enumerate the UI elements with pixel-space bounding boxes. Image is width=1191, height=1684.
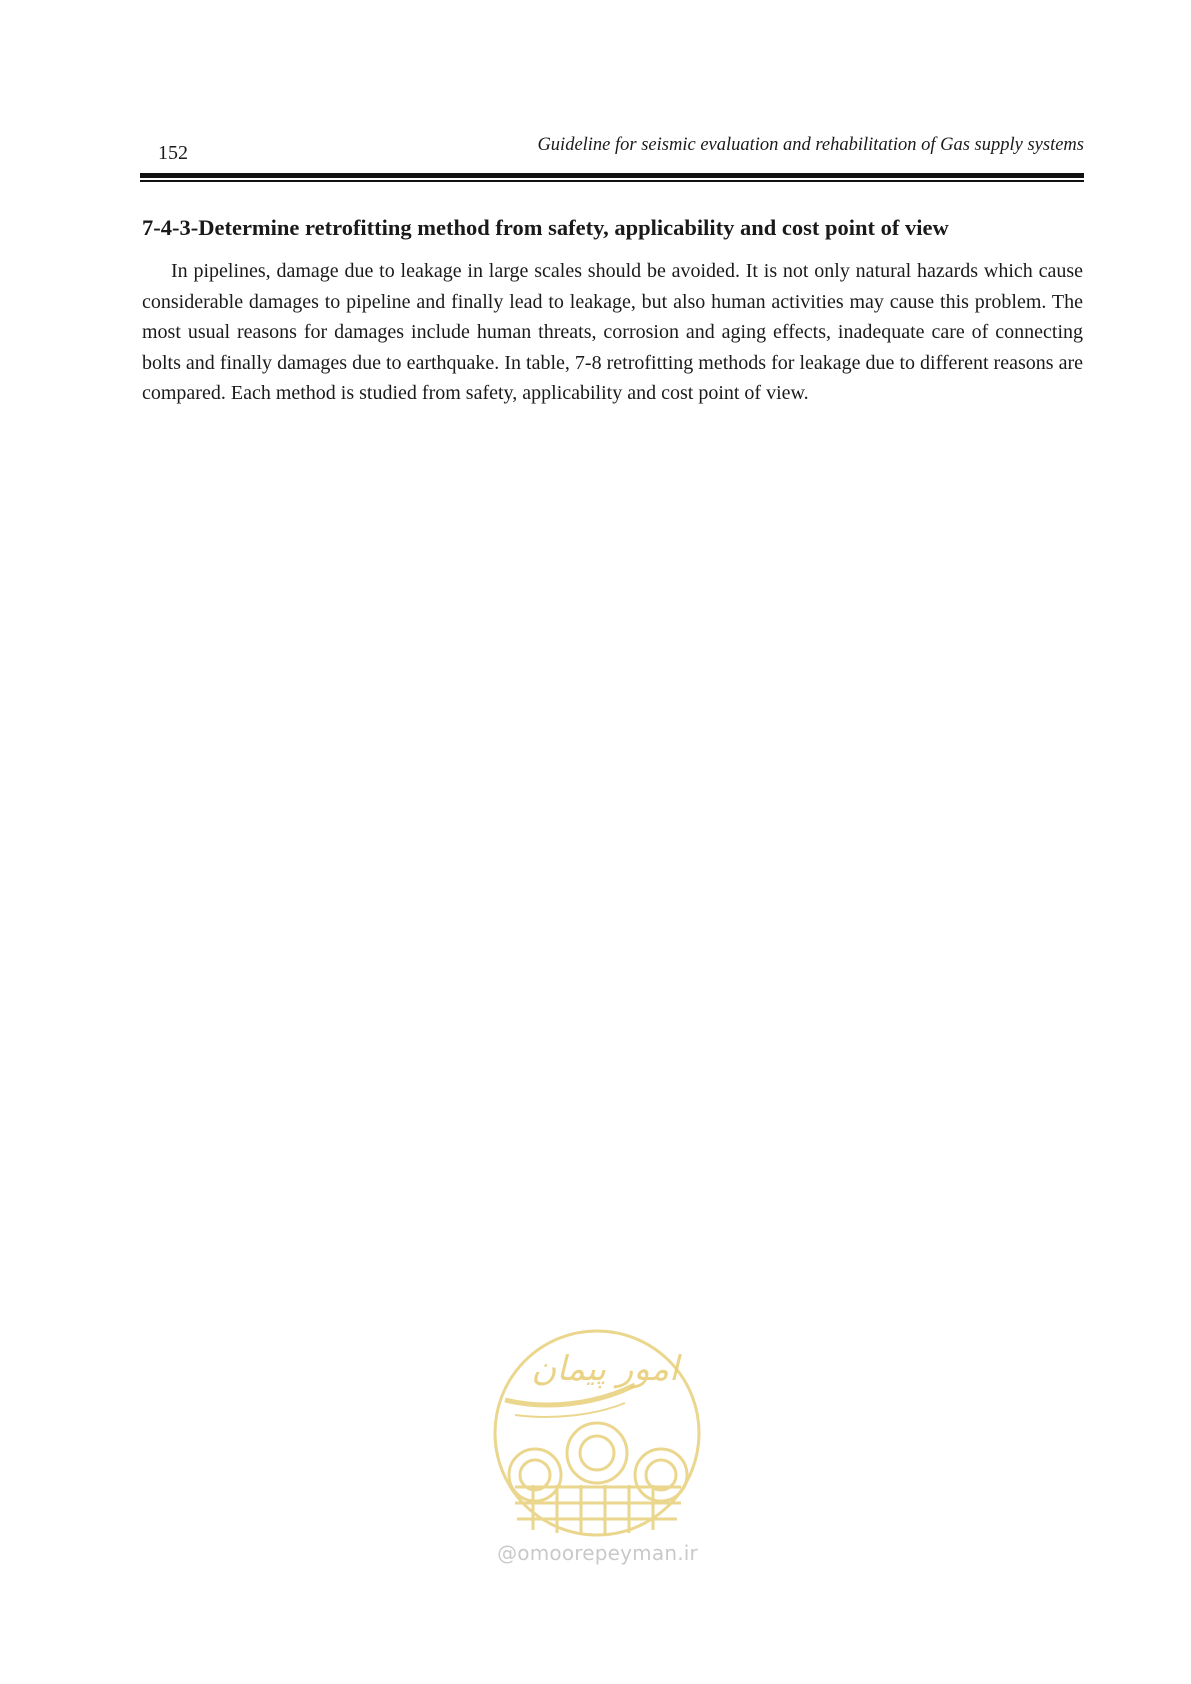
- watermark-script-text: امور پیمان: [531, 1349, 679, 1389]
- watermark-site-text: @omoorepeyman.ir: [497, 1541, 698, 1565]
- section-heading: 7-4-3-Determine retrofitting method from safety, applicability and cost point of view: [142, 215, 949, 240]
- running-title: Guideline for seismic evaluation and rehabilitation of Gas supply systems: [537, 135, 1084, 155]
- page-number: 152: [158, 142, 188, 164]
- body-paragraph: In pipelines, damage due to leakage in large scales should be avoided. It is not only natural hazards which cause considerable damages to pipeline and finally lead to leakage, but also human activities may cause this problem. The most usual reasons for damages include human threats, corrosion and aging effects, inadequate care of connecting bolts and finally damages due to earthquake. In table, 7-8 retrofitting methods for leakage due to different reasons are compared. Each method is studied from safety, applicability and cost point of view.: [142, 260, 1083, 405]
- watermark-logo: [485, 1325, 710, 1585]
- watermark-emblem-icon: [485, 1325, 710, 1540]
- header-rule-thin: [140, 180, 1084, 182]
- header-rule-thick: [140, 173, 1084, 178]
